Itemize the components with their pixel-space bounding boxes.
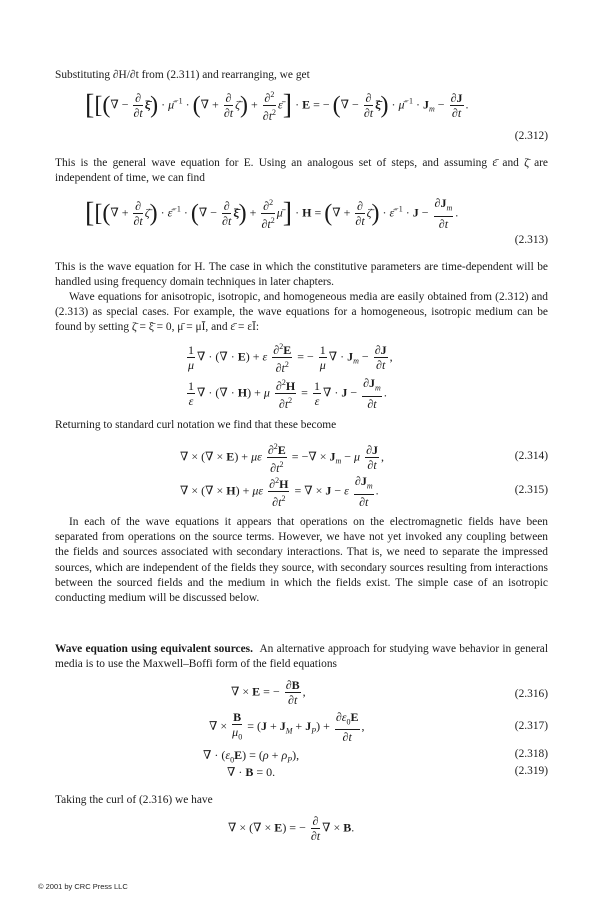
equation-number: (2.317): [514, 720, 548, 732]
equation-number: (2.314): [514, 450, 548, 462]
paragraph-wave-H: This is the wave equation for H. The case in which the constitutive parameters are time-dependent will be handled using frequency domain techniques in later chapters.: [55, 261, 548, 289]
equation-number: (2.315): [514, 484, 548, 496]
equation-number: (2.312): [514, 130, 548, 142]
equation-number: (2.316): [514, 688, 548, 700]
equation-number: (2.319): [514, 765, 548, 777]
paragraph-intro: Substituting ∂H/∂t from (2.311) and rearranging, we get: [55, 69, 310, 81]
equation-2-312: [[(∇̄ − $\frac{\partial}{\partial t}$ ξ̄) · μ̄$^{-1}$ · (∇̄ + $\frac{\partial}{\partial t}$ ζ̄) + $\frac{\partial^2}{\partial t^2}$ ε̄] · E = − (∇̄ − $\frac{\partial}{\partial t}$ ξ̄) · μ̄$^{-1}$ · $J_m$ − $\frac{\partial J}{\partial t}$ . (2.312): [85, 89, 548, 142]
equation-2-314-2-315: ∇ × (∇ × E) + με $\frac{\partial^2E}{\partial t^2}$ = −∇ × $J_m - \mu$ $\frac{\partial J}{\partial t}$ , (2.314) ∇ × (∇ × H) + με $\frac{\partial^2H}{\partial t^2}$ = ∇ × J − ε $\frac{\partial J_m}{\partial t}$ . (2.315): [180, 442, 548, 509]
equation-number: (2.318): [514, 748, 548, 760]
equation-2-316-2-319: ∇ × E = − $\frac{\partial B}{\partial t}$ , (2.316) ∇ × $\frac{B}{\mu_0}$ = $(J + J_M + J_P)$ + $\frac{\partial\varepsilon_0E}{\partial t}$ , (2.317) ∇ · $(\varepsilon_0E) = (\rho + \rho_P)$, (2.318) ∇ · B = 0. (2.319): [203, 678, 548, 779]
paragraph-maxwell-boffi: An alternative approach for studying wave behavior in general media is to use the Maxwell–Boffi form of the field equations: [55, 643, 548, 671]
copyright-footer: © 2001 by CRC Press LLC: [38, 882, 128, 891]
paragraph-special-cases: Wave equations for anisotropic, isotropic, and homogeneous media are easily obtained from (2.312) and (2.313) as special cases. For example, the wave equations for a homogeneous, isotropic medium can be found by setting ζ̄ = ξ̄ = 0, μ̄ = μĪ, and ε̄ = εĪ:: [55, 291, 548, 334]
equation-2-313: [[(∇̄ + $\frac{\partial}{\partial t}$ ζ̄) · ε̄$^{-1}$ · (∇̄ − $\frac{\partial}{\partial t}$ ξ̄) + $\frac{\partial^2}{\partial t^2}$ μ̄] · H = (∇̄ + $\frac{\partial}{\partial t}$ ζ̄) · ε̄$^{-1}$ · J − $\frac{\partial J_m}{\partial t}$ . (2.313): [85, 196, 548, 246]
paragraph-general-wave: This is the general wave equation for E. Using an analogous set of steps, and assuming ε̄ and ζ̄ are independent of time, we can find: [55, 157, 548, 185]
paragraph-equivalent-sources: [55, 642, 548, 672]
equation-homogeneous: $\frac{1}{\mu}$ ∇̄ · (∇̄ · E) + ε $\frac{\partial^2E}{\partial t^2}$ = − $\frac{1}{\mu}$ ∇̄ · $J_m$ − $\frac{\partial J}{\partial t}$ , $\frac{1}{\varepsilon}$ ∇̄ · (∇̄ · H) + μ $\frac{\partial^2H}{\partial t^2}$ = $\frac{1}{\varepsilon}$ ∇̄ · J − $\frac{\partial J_m}{\partial t}$ .: [187, 342, 393, 411]
paragraph-curl: Taking the curl of (2.316) we have: [55, 794, 213, 806]
section-heading: Wave equation using equivalent sources.: [55, 643, 253, 655]
paragraph-separation: In each of the wave equations it appears that operations on the electromagnetic fields have been separated from operations on the source terms. However, we have not yet invoked any coupling between the fields and sources associated with secondary interactions. That is, we need to separate the impressed sources, which are independent of the fields they source, with secondary sources resulting from interactions between the sourced fields and the medium in which the fields exist. The simple case of an isotropic conducting medium will be discussed below.: [55, 516, 548, 605]
equation-curl-2-316: ∇ × (∇ × E) = − $\frac{\partial}{\partial t}$ ∇ × B.: [228, 814, 355, 843]
paragraph-curl-notation: Returning to standard curl notation we find that these become: [55, 419, 337, 431]
equation-number: (2.313): [514, 234, 548, 246]
